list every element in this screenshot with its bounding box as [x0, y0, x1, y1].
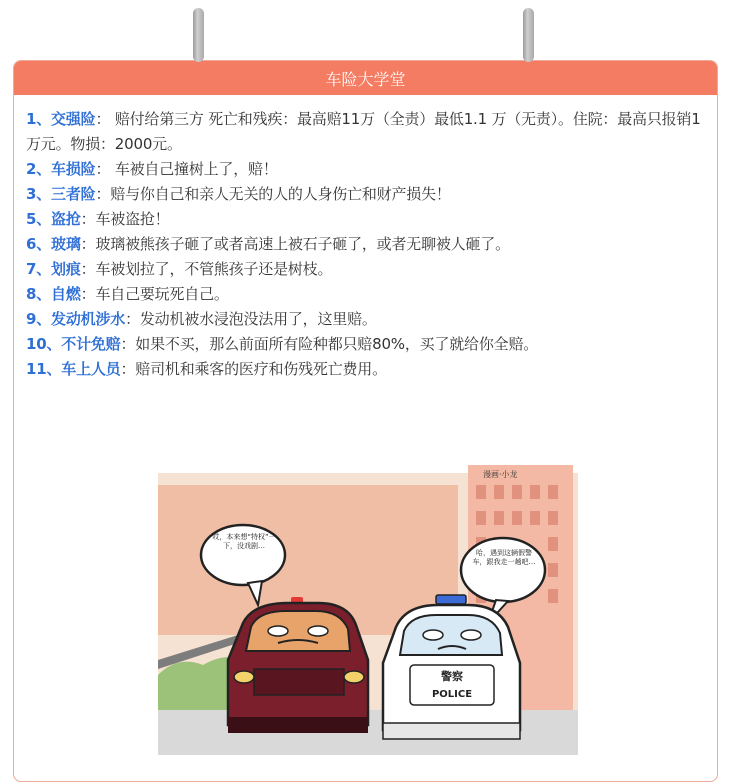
- item-number: 1、: [26, 110, 52, 128]
- card-header: [14, 61, 717, 95]
- police-sign: 警察: [441, 670, 463, 683]
- item-description: 发动机被水浸泡没法用了，这里赔。: [139, 310, 377, 328]
- item-separator: ：: [125, 310, 140, 328]
- item-separator: ：: [80, 235, 96, 253]
- item-separator: ：: [80, 260, 96, 278]
- right-hanger: [523, 8, 534, 62]
- item-description: 车被自己撞树上了，赔！: [110, 160, 278, 178]
- item-separator: ：: [80, 285, 96, 303]
- list-item: [26, 157, 705, 182]
- item-term: 不计免赔: [61, 335, 121, 353]
- item-term: 车上人员: [61, 360, 121, 378]
- bubble-left-text: 哎，本来想“特权”一下，没戏剧…: [212, 533, 276, 550]
- item-number: 8、: [26, 285, 52, 303]
- item-description: 车自己要玩死自己。: [95, 285, 229, 303]
- list-item: [26, 232, 705, 257]
- card-title: 车险大学堂: [325, 69, 406, 89]
- item-term: 车损险: [51, 160, 96, 178]
- police-label: POLICE: [431, 689, 473, 700]
- item-term: 发动机涉水: [51, 310, 126, 328]
- list-item: [26, 357, 705, 382]
- item-number: 7、: [26, 260, 52, 278]
- item-description: 玻璃被熊孩子砸了或者高速上被石子砸了，或者无聊被人砸了。: [95, 235, 510, 253]
- item-term: 划痕: [51, 260, 81, 278]
- author-tag: 漫画·小龙: [483, 470, 518, 479]
- bubble-right-text: 哈，遇到这辆假警车，跟我走一趟吧…: [472, 549, 536, 566]
- item-description: 如果不买，那么前面所有险种都只赔80%，买了就给你全赔。: [135, 335, 539, 353]
- item-description: 车被盗抢！: [95, 210, 170, 228]
- list-item: [26, 182, 705, 207]
- police-car: [383, 595, 520, 739]
- item-separator: ：: [120, 360, 136, 378]
- item-number: 2、: [26, 160, 52, 178]
- item-description: 赔与你自己和亲人无关的人的人身伤亡和财产损失！: [110, 185, 451, 203]
- list-item: [26, 282, 705, 307]
- item-number: 6、: [26, 235, 52, 253]
- item-term: 玻璃: [51, 235, 81, 253]
- item-term: 自燃: [51, 285, 81, 303]
- item-number: 10、: [26, 335, 62, 353]
- item-description: 赔付给第三方 死亡和残疾：最高赔11万（全责）最低1.1 万（无责）。住院：最高只报销1万元。物损：2000元。: [26, 110, 701, 153]
- item-separator: ：: [95, 110, 111, 128]
- item-number: 5、: [26, 210, 52, 228]
- red-car: [228, 597, 368, 733]
- item-term: 三者险: [51, 185, 96, 203]
- list-item: [26, 332, 705, 357]
- left-hanger: [193, 8, 204, 62]
- item-separator: ：: [95, 160, 111, 178]
- item-number: 9、: [26, 310, 52, 328]
- list-item: [26, 107, 705, 157]
- list-item: [26, 307, 705, 332]
- item-description: 车被划拉了，不管熊孩子还是树枝。: [95, 260, 333, 278]
- list-item: [26, 257, 705, 282]
- item-term: 交强险: [51, 110, 96, 128]
- insurance-list: [14, 95, 717, 382]
- list-item: [26, 207, 705, 232]
- item-separator: ：: [80, 210, 96, 228]
- item-term: 盗抢: [51, 210, 81, 228]
- item-separator: ：: [120, 335, 136, 353]
- item-number: 11、: [26, 360, 62, 378]
- item-description: 赔司机和乘客的医疗和伤残死亡费用。: [135, 360, 387, 378]
- cartoon-illustration: [158, 455, 578, 755]
- item-number: 3、: [26, 185, 52, 203]
- item-separator: ：: [95, 185, 111, 203]
